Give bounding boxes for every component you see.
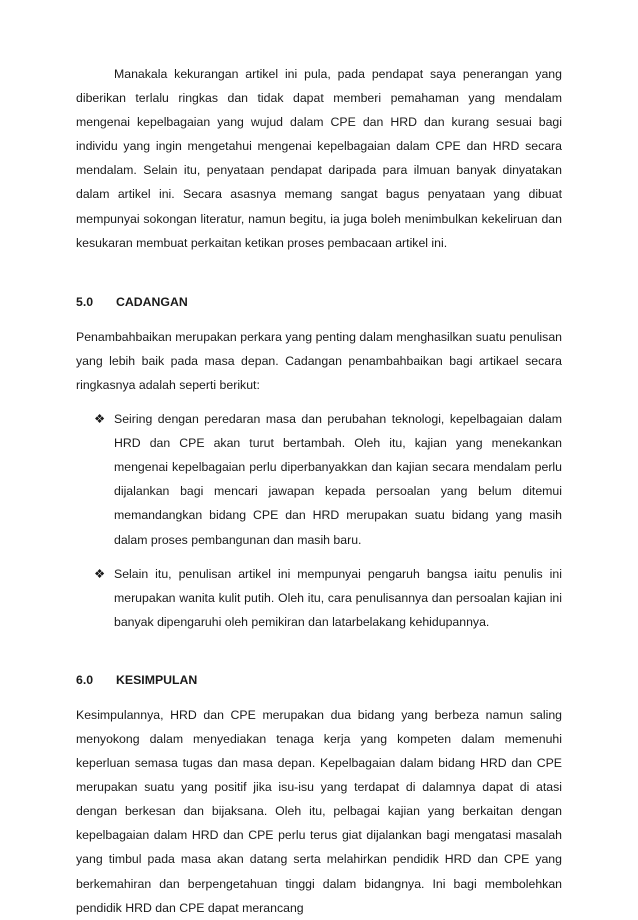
diamond-bullet-icon: ❖ (94, 412, 106, 427)
section-heading-kesimpulan (76, 668, 562, 692)
section-heading-cadangan (76, 290, 562, 314)
section-number: 5.0 (76, 294, 94, 309)
intro-paragraph: Manakala kekurangan artikel ini pula, pada pendapat saya penerangan yang diberikan terlalu ringkas dan tidak dapat memberi pemahaman yang mendalam mengenai kepelbagaian yang wujud dalam CPE dan HRD dan kurang sesuai bagi individu yang ingin mengetahui mengenai kepelbagaian dalam CPE dan HRD secara mendalam. Selain itu, penyataan pendapat daripada para ilmuan banyak dinyatakan dalam artikel ini. Secara asasnya memang sangat bagus penyataan yang dibuat mempunyai sokongan literatur, namun begitu, ia juga boleh menimbulkan kekeliruan dan kesukaran membuat perkaitan ketikan proses pembacaan artikel ini. (76, 67, 562, 250)
list-item (94, 407, 562, 552)
cadangan-bullet-list (76, 407, 562, 634)
document-page (76, 62, 562, 920)
bullet-text: Seiring dengan peredaran masa dan perubahan teknologi, kepelbagaian dalam HRD dan CPE akan turut bertambah. Oleh itu, kajian yang menekankan mengenai kepelbagaian perlu diperbanyakkan dan kajian secara mendalam perlu dijalankan bagi mencari jawapan kepada persoalan yang belum ditemui memandangkan bidang CPE dan HRD merupakan suatu bidang yang masih dalam proses pembangunan dan masih baru. (114, 412, 562, 547)
section-title: CADANGAN (116, 294, 188, 309)
bullet-text: Selain itu, penulisan artikel ini mempunyai pengaruh bangsa iaitu penulis ini merupakan wanita kulit putih. Oleh itu, cara penulisannya dan persoalan kajian ini banyak dipengaruhi oleh pemikiran dan latarbelakang kehidupannya. (114, 566, 562, 629)
kesimpulan-paragraph: Kesimpulannya, HRD dan CPE merupakan dua bidang yang berbeza namun saling menyokong dalam menyediakan tenaga kerja yang kompeten dalam memenuhi keperluan semasa tugas dan masa depan. Kepelbagaian dalam bidang HRD dan CPE merupakan suatu yang positif jika isu-isu yang terdapat di dalamnya dapat di atasi dengan berkesan dan bijaksana. Oleh itu, pelbagai kajian yang berkaitan dengan kepelbagaian dalam HRD dan CPE perlu terus giat dijalankan bagi mengatasi masalah yang timbul pada masa akan datang serta melahirkan pendidik HRD dan CPE yang berkemahiran dan berpengetahuan tinggi dalam bidangnya. Ini bagi membolehkan pendidik HRD dan CPE dapat merancang (76, 707, 562, 915)
cadangan-paragraph: Penambahbaikan merupakan perkara yang penting dalam menghasilkan suatu penulisan yang lebih baik pada masa depan. Cadangan penambahbaikan bagi artikael secara ringkasnya adalah seperti berikut: (76, 329, 562, 392)
diamond-bullet-icon: ❖ (94, 566, 106, 581)
list-item (94, 562, 562, 634)
section-number: 6.0 (76, 672, 94, 687)
section-title: KESIMPULAN (116, 672, 198, 687)
